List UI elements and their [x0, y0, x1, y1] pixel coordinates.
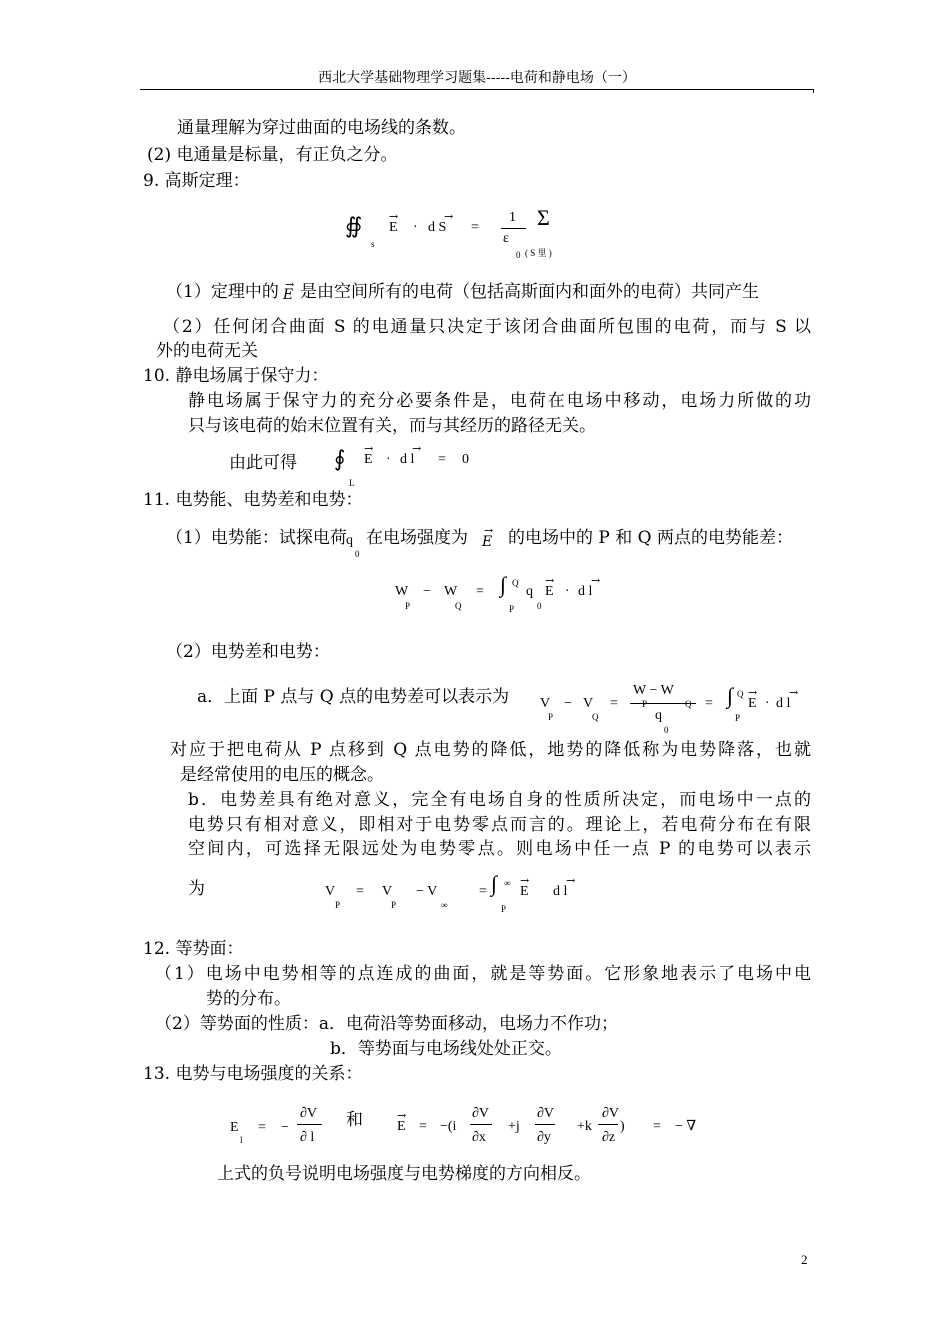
subscript-q: Q: [592, 712, 599, 722]
area-element: d S: [428, 220, 447, 235]
section-heading-10: 10. 静电场属于保守力：: [143, 366, 329, 386]
text-line: (2) 电通量是标量，有正负之分。: [147, 145, 398, 165]
surface-integral-sign: ∯: [345, 213, 363, 238]
section-heading-9: 9. 高斯定理：: [143, 171, 250, 191]
text-line: 静电场属于保守力的充分必要条件是，电荷在电场中移动，电场力所做的功: [188, 391, 811, 411]
energy-symbol: W: [444, 584, 458, 599]
vector-arrow: →: [389, 210, 399, 223]
vector-arrow: →: [789, 686, 799, 699]
header-rule: [140, 89, 814, 90]
subscript-l: l: [240, 1135, 243, 1145]
subscript-p: P: [548, 712, 554, 722]
numerator-subscript-p: P: [642, 699, 648, 709]
text-line: 势的分布。: [206, 989, 291, 1009]
dot-operator: ·: [765, 696, 770, 711]
field-symbol-inline: E: [283, 287, 294, 303]
potential-symbol: V: [583, 696, 594, 711]
line-element: d l: [578, 584, 593, 599]
text-line: a．上面 P 点与 Q 点的电势差可以表示为: [197, 687, 510, 707]
fraction-numerator: ∂V: [472, 1106, 490, 1121]
vector-arrow: →: [484, 524, 494, 537]
integral-upper: Q: [737, 689, 744, 699]
vector-arrow: →: [545, 574, 555, 587]
fraction-numerator: ∂V: [537, 1106, 555, 1121]
line-element: d l: [400, 452, 415, 467]
charge-subscript: 0: [537, 601, 542, 611]
page-header: 西北大学基础物理学习题集-----电荷和静电场（一）: [318, 70, 636, 86]
text-line: b．等势面与电场线处处正交。: [330, 1039, 562, 1059]
energy-symbol: W: [395, 584, 409, 599]
equals-sign: =: [356, 884, 364, 899]
header-rule-tick: [813, 89, 814, 93]
fraction-denominator: ∂x: [472, 1130, 486, 1145]
text-line: 在电场强度为: [366, 528, 468, 548]
text-line: 由此可得: [229, 453, 297, 473]
integral-sign: ∫: [500, 572, 507, 597]
fraction-denominator: ε: [503, 231, 509, 246]
text-line: 空间内，可选择无限远处为电势零点。则电场中任一点 P 的电势可以表示: [188, 839, 811, 859]
fraction-bar: [630, 703, 696, 704]
minus-sign: −: [281, 1120, 289, 1135]
field-component-symbol: E: [230, 1120, 239, 1135]
field-symbol: E: [364, 452, 373, 467]
dot-operator: ·: [386, 452, 391, 467]
vector-arrow: →: [412, 442, 422, 455]
vector-arrow: →: [591, 574, 601, 587]
potential-symbol: V: [325, 884, 336, 899]
fraction-numerator: W − W: [633, 683, 674, 698]
integral-subscript: s: [371, 239, 375, 249]
fraction-bar: [501, 228, 526, 229]
summation-sign: Σ: [537, 205, 550, 230]
fraction-denominator: ∂z: [602, 1130, 616, 1145]
text-line: （2）电势差和电势：: [166, 642, 330, 662]
gradient-rhs: − ∇: [675, 1119, 697, 1134]
integral-lower: P: [509, 604, 515, 614]
denominator-subscript: 0: [664, 725, 669, 735]
integral-sign: ∫: [491, 871, 498, 896]
field-symbol: E: [748, 696, 757, 711]
fraction-bar: [470, 1124, 492, 1125]
fraction-numerator: ∂V: [300, 1106, 318, 1121]
integral-upper: Q: [512, 578, 519, 588]
equals-sign: =: [476, 584, 484, 599]
subscript-p: P: [335, 900, 341, 910]
charge-symbol: q: [526, 584, 533, 599]
text-line: 是经常使用的电压的概念。: [180, 765, 384, 785]
dot-operator: ·: [565, 584, 570, 599]
vector-arrow: →: [364, 442, 374, 455]
integral-lower: P: [501, 904, 507, 914]
equals-sign: =: [610, 696, 618, 711]
test-charge-subscript: 0: [355, 549, 360, 559]
plus-unit-j: +j: [508, 1119, 520, 1134]
field-symbol: E: [389, 220, 398, 235]
minus-potential: − V: [416, 884, 438, 899]
fraction-bar: [297, 1124, 322, 1125]
section-heading-13: 13. 电势与电场强度的关系：: [143, 1064, 363, 1084]
fraction-denominator: q: [655, 708, 662, 723]
vector-arrow: →: [520, 874, 530, 887]
fraction-numerator: 1: [509, 210, 516, 225]
subscript-p: P: [405, 601, 411, 611]
text-line: 电势只有相对意义，即相对于电势零点而言的。理论上，若电荷分布在有限: [188, 815, 811, 835]
vector-arrow: →: [566, 874, 576, 887]
neg-open-unit-i: −(i: [440, 1119, 457, 1134]
epsilon-subscript: 0: [516, 250, 521, 260]
equals-sign: =: [258, 1120, 266, 1135]
text-line: 的电场中的 P 和 Q 两点的电势能差：: [508, 528, 793, 548]
text-line: 只与该电荷的始末位置有关，而与其经历的路径无关。: [188, 416, 596, 436]
integral-sign: ∫: [727, 683, 734, 708]
potential-symbol: V: [382, 884, 393, 899]
text-line: b．电势差具有绝对意义，完全有电场自身的性质所决定，而电场中一点的: [188, 790, 811, 810]
potential-symbol: V: [540, 696, 551, 711]
field-symbol: E: [397, 1119, 406, 1134]
page-number: 2: [801, 1252, 808, 1267]
vector-arrow: →: [444, 210, 454, 223]
text-line: （1）电势能：试探电荷: [166, 528, 347, 548]
text-line: 上式的负号说明电场强度与电势梯度的方向相反。: [217, 1164, 591, 1184]
conjunction-and: 和: [346, 1110, 363, 1130]
section-heading-12: 12. 等势面：: [143, 939, 244, 959]
line-integral-sign: ∮: [334, 446, 346, 471]
vector-arrow: →: [285, 278, 295, 291]
subscript-q: Q: [455, 601, 462, 611]
text-line: 外的电荷无关: [156, 341, 258, 361]
fraction-denominator: ∂y: [537, 1130, 551, 1145]
equals-sign: =: [471, 220, 479, 235]
integral-upper: ∞: [504, 878, 511, 888]
section-heading-11: 11. 电势能、电势差和电势：: [143, 490, 363, 510]
integral-lower: P: [735, 713, 741, 723]
numerator-subscript-q: Q: [685, 699, 692, 709]
fraction-bar: [535, 1124, 555, 1125]
dot-operator: ·: [413, 220, 418, 235]
integral-subscript: L: [349, 478, 355, 488]
field-symbol: E: [545, 584, 554, 599]
test-charge-symbol: q: [346, 533, 353, 548]
text-line: （2）任何闭合曲面 S 的电通量只决定于该闭合曲面所包围的电荷，而与 S 以: [163, 317, 811, 337]
text-line: 对应于把电荷从 P 点移到 Q 点电势的降低，地势的降低称为电势降落，也就: [170, 740, 811, 760]
equals-sign: =: [653, 1119, 661, 1134]
fraction-denominator: ∂ l: [300, 1130, 315, 1145]
plus-unit-k: +k: [577, 1119, 592, 1134]
equals-sign: =: [705, 696, 713, 711]
subscript-p: P: [391, 900, 397, 910]
vector-arrow: →: [397, 1109, 407, 1122]
text-line: （2）等势面的性质：a．电荷沿等势面移动，电场力不作功；: [155, 1014, 618, 1034]
equals-sign: =: [419, 1119, 427, 1134]
field-symbol-inline: E: [482, 534, 493, 550]
fraction-bar: [598, 1124, 618, 1125]
equals-sign: =: [438, 452, 446, 467]
text-line: 为: [188, 879, 205, 899]
vector-arrow: →: [748, 686, 758, 699]
rhs-value: 0: [462, 452, 469, 467]
text-line: 通量理解为穿过曲面的电场线的条数。: [177, 118, 466, 138]
field-symbol: E: [520, 884, 529, 899]
equals-sign: =: [479, 884, 487, 899]
fraction-numerator: ∂V: [602, 1106, 620, 1121]
minus-sign: −: [564, 696, 572, 711]
close-paren: ): [620, 1119, 625, 1134]
line-element: d l: [553, 884, 568, 899]
text-line: （1）定理中的: [166, 282, 279, 302]
summation-subscript: ( S 里 ): [525, 248, 552, 258]
text-line: 是由空间所有的电荷（包括高斯面内和面外的电荷）共同产生: [300, 282, 759, 302]
minus-sign: −: [423, 584, 431, 599]
text-line: （1）电场中电势相等的点连成的曲面，就是等势面。它形象地表示了电场中电: [155, 964, 811, 984]
line-element: d l: [776, 696, 791, 711]
subscript-infinity: ∞: [441, 900, 448, 910]
